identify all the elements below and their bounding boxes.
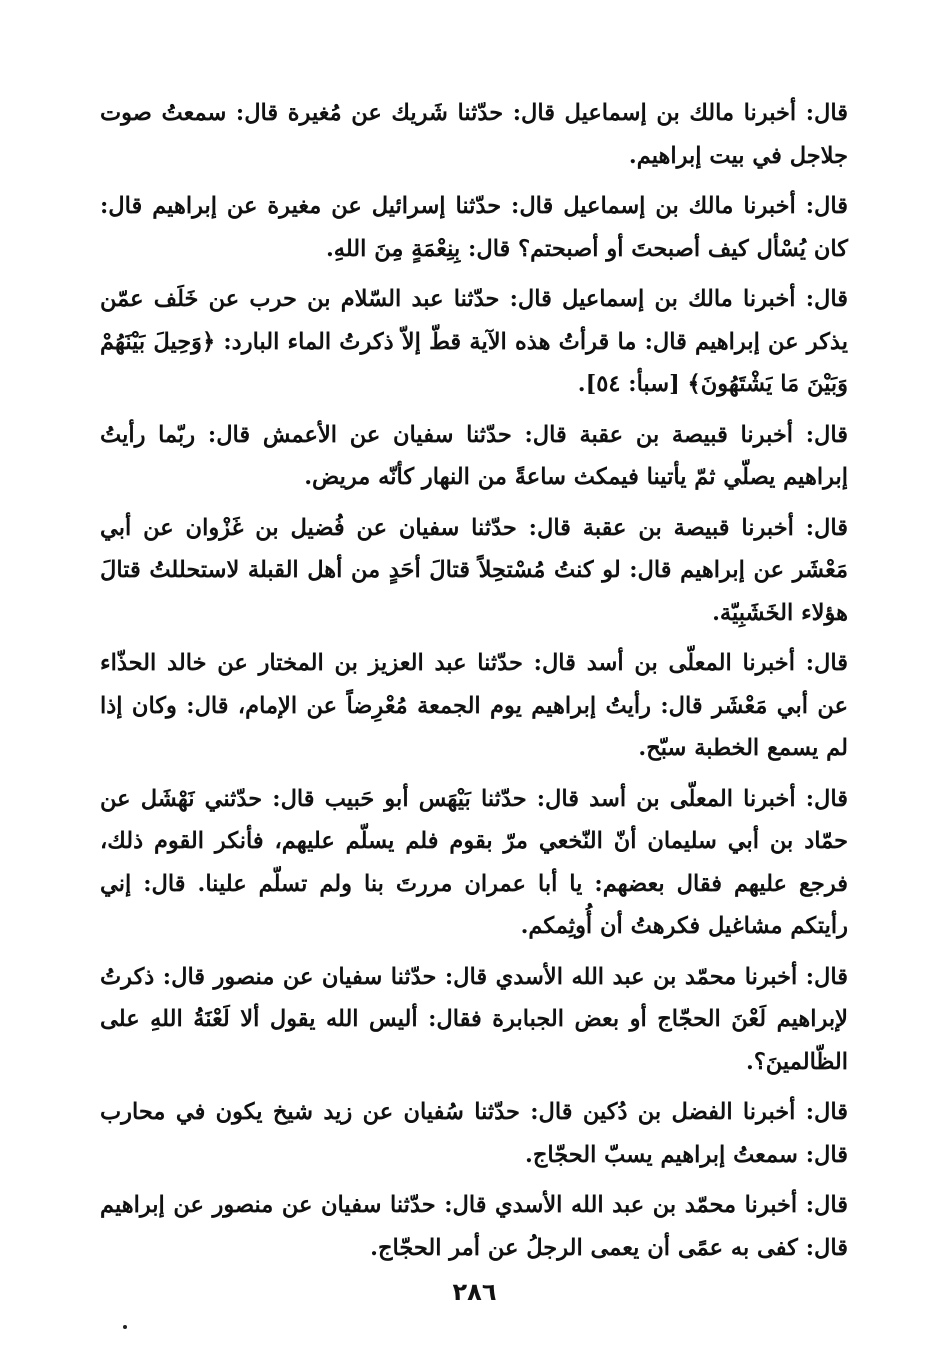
page-number: ٢٨٦ (452, 1278, 497, 1306)
scan-speck (123, 1325, 127, 1329)
page-body (100, 92, 848, 1277)
paragraph-3: قال: أخبرنا مالك بن إسماعيل قال: حدّثنا عبد السّلام بن حرب عن خَلَف عمّن يذكر عن إبراهيم قال: ما قرأتُ هذه الآية قطّ إلاّ ذكرتُ الماء البارد: ﴿وَحِيلَ بَيْنَهُمْ وَبَيْنَ مَا يَشْتَهُونَ﴾ [سبأ: ٥٤]. (100, 286, 848, 397)
paragraph-4: قال: أخبرنا قبيصة بن عقبة قال: حدّثنا سفيان عن الأعمش قال: ربّما رأيتُ إبراهيم يصلّي ثمّ يأتينا فيمكث ساعةً من النهار كأنّه مريض. (100, 421, 848, 490)
paragraph-9: قال: أخبرنا الفضل بن دُكين قال: حدّثنا سُفيان عن زيد شيخ يكون في محارب قال: سمعتُ إبراهيم يسبّ الحجّاج. (100, 1099, 848, 1168)
paragraph-10: قال: أخبرنا محمّد بن عبد الله الأسدي قال: حدّثنا سفيان عن منصور عن إبراهيم قال: كفى به عمًى أن يعمى الرجلُ عن أمر الحجّاج. (100, 1192, 848, 1261)
paragraph-7: قال: أخبرنا المعلّى بن أسد قال: حدّثنا بَيْهَس أبو حَبيب قال: حدّثني نَهْشَل عن حمّاد بن أبي سليمان أنّ النّخعي مرّ بقوم فلم يسلّم عليهم، فأنكر القوم ذلك، فرجع عليهم فقال بعضهم: يا أبا عمران مررتَ بنا ولم تسلّم علينا. قال: إني رأيتكم مشاغيل فكرهتُ أن أُوثِمكم. (100, 785, 848, 939)
paragraph-8: قال: أخبرنا محمّد بن عبد الله الأسدي قال: حدّثنا سفيان عن منصور قال: ذكرتُ لإبراهيم لَعْنَ الحجّاج أو بعض الجبابرة فقال: أليس الله يقول ألا لَعْنَةُ اللهِ على الظّالمينَ؟. (100, 963, 848, 1075)
paragraph-5: قال: أخبرنا قبيصة بن عقبة قال: حدّثنا سفيان عن فُضيل بن غَزْوان عن أبي مَعْشَر عن إبراهيم قال: لو كنتُ مُسْتحِلاً قتالَ أحَدٍ من أهل القبلة لاستحللتُ قتالَ هؤلاء الخَشَبِيّة. (100, 514, 848, 626)
paragraph-1: قال: أخبرنا مالك بن إسماعيل قال: حدّثنا شَريك عن مُغيرة قال: سمعتُ صوت جلاجل في بيت إبراهيم. (100, 100, 848, 169)
paragraph-6: قال: أخبرنا المعلّى بن أسد قال: حدّثنا عبد العزيز بن المختار عن خالد الحذّاء عن أبي مَعْشَر قال: رأيتُ إبراهيم يوم الجمعة مُعْرِضاً عن الإمام، قال: وكان إذا لم يسمع الخطبة سبّح. (100, 650, 848, 761)
paragraph-2: قال: أخبرنا مالك بن إسماعيل قال: حدّثنا إسرائيل عن مغيرة عن إبراهيم قال: كان يُسْأل كيف أصبحتَ أو أصبحتم؟ قال: بِنِعْمَةٍ مِنَ اللهِ. (100, 193, 848, 262)
